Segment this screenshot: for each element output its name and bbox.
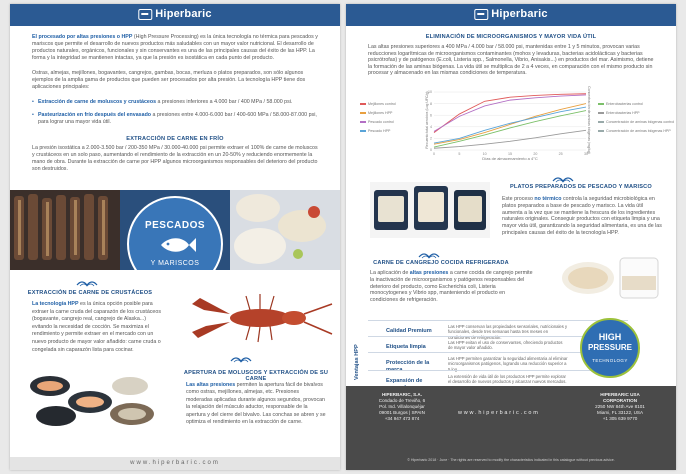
microbial-chart [360,86,675,162]
chart-legend-item [360,120,394,124]
crab-body: a carne cocida de cangrejo permite la inactivación de microorganismos y patógenos responsables del deterioro del producto, como Escherichia coli, Listeria monocytogenes y Vibrio spp, manteniendo el producto en condiciones de refrigeración. [370,270,533,304]
crustacean-text [32,301,162,354]
advantage-value: Las HPP permiten garantizar la seguridad alimentaria al eliminar microorganismos patógenos, logrando una reducción superior a 5 log. [448,356,568,372]
chart-legend-swatch [360,121,366,122]
chart-legend-swatch [598,130,604,131]
page-right [346,4,676,470]
bullet-pasteurization [38,112,320,126]
badge-line-3: TECHNOLOGY [592,358,628,363]
micro-text: Las altas presiones superiores a 400 MPa / 4.000 bar / 58.000 psi, mantenidas entre 1 y 5 minutos, provocan varias reducciones logarítmicas de microorganismos contaminantes (mohos y levaduras, bacterias acidolácticas y bacterias psicrótrofas) y de patógenos (E.coli, Listeria spp., Salmonella, Vibrio, Anisakis...) en productos del mar. Asimismo, detiene la formación de las aminas biógenas. La vida útil se multiplica de 2 a 4 veces, en comparación con el mismo producto sin procesar y almacenado en las mismas condiciones de temperatura. [368,44,654,77]
chart-x-label: Días de almacenamiento a 4°C [482,156,538,161]
chart-legend-swatch [360,130,366,131]
chart-legend-label: Mejillones HPP [368,111,393,115]
advantage-key: Etiqueta limpia [386,344,426,350]
prepared-title: PLATOS PREPARADOS DE PESCADO Y MARISCO [510,184,652,190]
bullet-extraction-text: a presiones inferiores a 4.000 bar / 400 MPa / 58.000 psi. [157,99,293,105]
bullet-extraction [38,99,320,106]
chart-legend-item [598,102,643,106]
brand-name-right: Hiperbaric [491,8,548,20]
prepared-nonthermal: no térmico [534,196,562,202]
mollusc-title: APERTURA DE MOLUSCOS Y EXTRACCIÓN DE SU CARNE [183,370,329,382]
chart-y-tick: 4 [430,125,432,129]
cold-extraction-text: La presión isostática a 2.000-3.500 bar / 200-350 MPa / 30.000-40.000 psi permite extraer el 100% de carne de moluscos y crustáceos en un solo paso, aumentando el rendimiento de la extracción en un 20-50% y reduciendo enormemente la mano de obra. Durante la extracción de carne por HPP algunos microorganismos responsables del deterioro del producto son destruidos. [32,145,318,172]
micro-title: ELIMINACIÓN DE MICROORGANISMOS Y MAYOR VIDA ÚTIL [425,34,597,40]
chart-legend-item [598,129,671,133]
chart-legend-label: Pescado control [368,120,394,124]
wave-icon-4 [418,250,440,259]
chart-legend-swatch [598,121,604,122]
category-title: PESCADOS [144,220,206,231]
chart-x-tick: 30 [584,152,588,156]
chart-series-line [434,104,586,145]
crayfish-image [186,274,336,354]
contact-spain-line: Pol. Ind. Villalonquéjar [379,404,425,409]
contact-usa-line: +1 305 639 9770 [602,416,638,421]
page-left [10,4,340,470]
intro-text-1: (High Pressure Processing) es la única tecnología no térmica para pescados y mariscos que permite el desarrollo de nuevos productos más saludables con un mayor valor nutricional. El desarrollo de productos naturales, orgánicos, funcionales y sin conservantes es una de las principales causas del éxito de las HPP. La forma y la integridad se mantienen intactas, ya que la presión es isostática en cada punto del producto. [32,34,318,61]
chart-x-tick: 5 [458,152,461,156]
advantage-value: Las HPP evitan el uso de conservantes, ofreciendo productos de mayor valor añadido. [448,340,563,351]
contact-usa-line: 2250 NW 84th Ave 8101 [595,404,645,409]
header-bar-right [346,4,676,26]
chart-y-tick: 6 [430,113,432,118]
category-subtitle: Y MARISCOS [150,260,200,267]
contact-spain-line: HIPERBARIC, S.A. [381,392,423,397]
advantage-value: La extensión de vida útil de los productos HPP permite explorar el desarrollo de nuevos productos y alcanzar nuevos mercados. [448,374,567,385]
crab-hp: altas presiones [409,270,449,276]
chart-legend-swatch [598,112,604,113]
header-bar [10,4,340,26]
chart-series-line [434,95,586,132]
prepared-text [502,196,664,237]
crab-lead: La aplicación de [370,270,409,276]
chart-legend-label: Concentración de aminas biógenas control [606,120,675,124]
chart-legend-item [360,129,390,133]
chart-x-tick: 10 [482,152,487,156]
advantage-key: Expansión de [386,378,423,384]
chart-x-tick: 20 [533,152,538,156]
chart-legend-swatch [360,103,366,104]
crustacean-body: es la única opción posible para extraer la carne cruda del caparazón de los crustáceos (bogavante, cangrejo real, cangrejo de Alaska...) evitando la necesidad de cocción. Se maximiza el rendimiento y permite extraer en el mercado con un nuevo producto de mayor valor añadido: carne cruda o congelada sin caparazón lista para cocinar. [32,301,161,353]
chart-legend-label: Mejillones control [368,102,396,106]
chart-plot [422,86,592,162]
wave-icon-2 [230,354,252,363]
contact-usa [572,392,668,422]
logo-mark-icon-right [474,9,488,20]
crustacean-title: EXTRACCIÓN DE CARNE DE CRUSTÁCEOS [27,290,153,296]
chart-legend-label: Concentración de aminas biógenas HPP [606,129,671,133]
contact-usa-line: CORPORATION [602,398,638,403]
advantage-value: Las HPP conservan las propiedades sensoriales, nutricionales y funcionales, desde tres semanas hasta tres meses en condiciones de refrigeración. [448,324,568,340]
chart-x-tick: 0 [433,152,435,156]
chart-x-tick: 25 [558,152,563,156]
crustacean-lead: La tecnología HPP [32,301,79,307]
chart-y-label-2: Concentración de aminas biógenas (mg/kg) [587,86,591,154]
chart-legend-label: Enterobacterias control [606,102,643,106]
contact-footer [346,386,676,470]
brand-logo-right [474,8,547,20]
mollusc-lead: Las altas presiones [186,382,236,388]
chart-legend-label: Enterobacterias HPP [606,111,640,115]
badge-line-2: PRESSURE [587,343,632,352]
advantages-label: Ventajas HPP [354,344,360,380]
intro-paragraph-1 [32,34,320,62]
mussels-image [20,364,170,434]
footer-bar [10,457,340,470]
seafood-photo-band [10,190,340,270]
brand-logo [138,8,211,20]
mollusc-body: permiten la apertura fácil de bivalvos como ostras, mejillones, almejas, etc. Presiones moderadas aplicadas durante algunos segundos, provocan la relajación del músculo aductor, responsable de la apertura y del cierre del bivalvo. Las conchas se abren y se optimiza el rendimiento en la extracción de carne. [186,382,326,426]
crab-title: CARNE DE CANGREJO COCIDA REFRIGERADA [373,260,509,266]
fish-icon [157,234,197,256]
footer-url-right[interactable]: www.hiperbaric.com [458,410,540,416]
chart-series-line [434,107,586,143]
bullet-pasteurization-title: Pasteurización en frío después del envasado [38,112,152,118]
intro-paragraph-2: Ostras, almejas, mejillones, bogavantes, cangrejos, gambas, bocas, merluza o platos preparados, son sólo algunos ejemplos de la amplia gama de productos que pueden ser procesados por alta presión. La tecnología HPP tiene dos aplicaciones principales: [32,70,306,90]
contact-spain-line: Condado de Treviño, 6 [378,398,426,403]
crab-meat-image [558,248,668,310]
wave-icon-3 [552,174,574,183]
contact-spain-line: +34 947 473 874 [384,416,420,421]
chart-y-label: Recuento total aerobios (Log UFC/g) [425,91,429,149]
chart-legend-item [360,111,392,115]
contact-usa-line: HIPERBARIC USA [600,392,640,397]
bullet-extraction-title: Extracción de carne de moluscos y crustáceos [38,99,157,105]
chart-y-tick: 8 [430,101,432,106]
badge-line-1: HIGH [598,332,622,342]
logo-mark-icon [138,9,152,20]
crab-text [370,270,534,304]
chart-y-tick: 2 [430,136,432,141]
bullet-pasteurization-text: a presiones entre 4.000-6.000 bar / 400-600 MPa / 58.000-87.000 psi, para lograr una mayor vida útil. [38,112,317,125]
copyright-note: © Hiperbaric 2018 · June · The rights are reserved to modify the characteristics indicated in this catalogue without previous advice. [407,458,615,462]
chart-legend-item [598,120,674,124]
intro-lead: El procesado por altas presiones o HPP [32,34,133,40]
chart-x-tick: 15 [508,152,512,156]
contact-spain-line: 09001 Burgos | SPAIN [379,410,425,415]
prepared-body: controla la seguridad microbiológica en platos preparados a base de pescado y marisco. La vida útil aumenta a la vez que se mantiene la frescura de los ingredientes naturales originales. Conseguir productos con etiqueta limpia y una mayor vida útil, garantizando la seguridad alimentaria, es una de las principales causas del éxito de la tecnología HPP. [502,196,662,236]
advantage-key: Calidad Premium [386,328,432,334]
brand-name: Hiperbaric [155,8,212,20]
contact-spain [354,392,450,422]
chart-y-tick: 0 [430,148,432,153]
mollusc-text [186,382,326,426]
cold-extraction-title: EXTRACCIÓN DE CARNE EN FRÍO [126,136,224,142]
chart-legend-label: Pescado HPP [368,129,391,133]
advantage-key: Protección de la marca [386,360,430,373]
prepared-dishes-image [370,182,490,238]
high-pressure-badge [580,318,640,378]
footer-url[interactable]: www.hiperbaric.com [130,460,220,466]
contact-usa-line: Miami, FL 33122, USA [596,410,644,415]
chart-legend-item [360,102,396,106]
chart-legend-item [598,111,640,115]
chart-legend-swatch [360,112,366,113]
chart-legend-swatch [598,103,604,104]
prepared-lead: Este proceso [502,196,533,202]
wave-icon [76,278,98,287]
chart-y-tick: 10 [428,90,432,95]
